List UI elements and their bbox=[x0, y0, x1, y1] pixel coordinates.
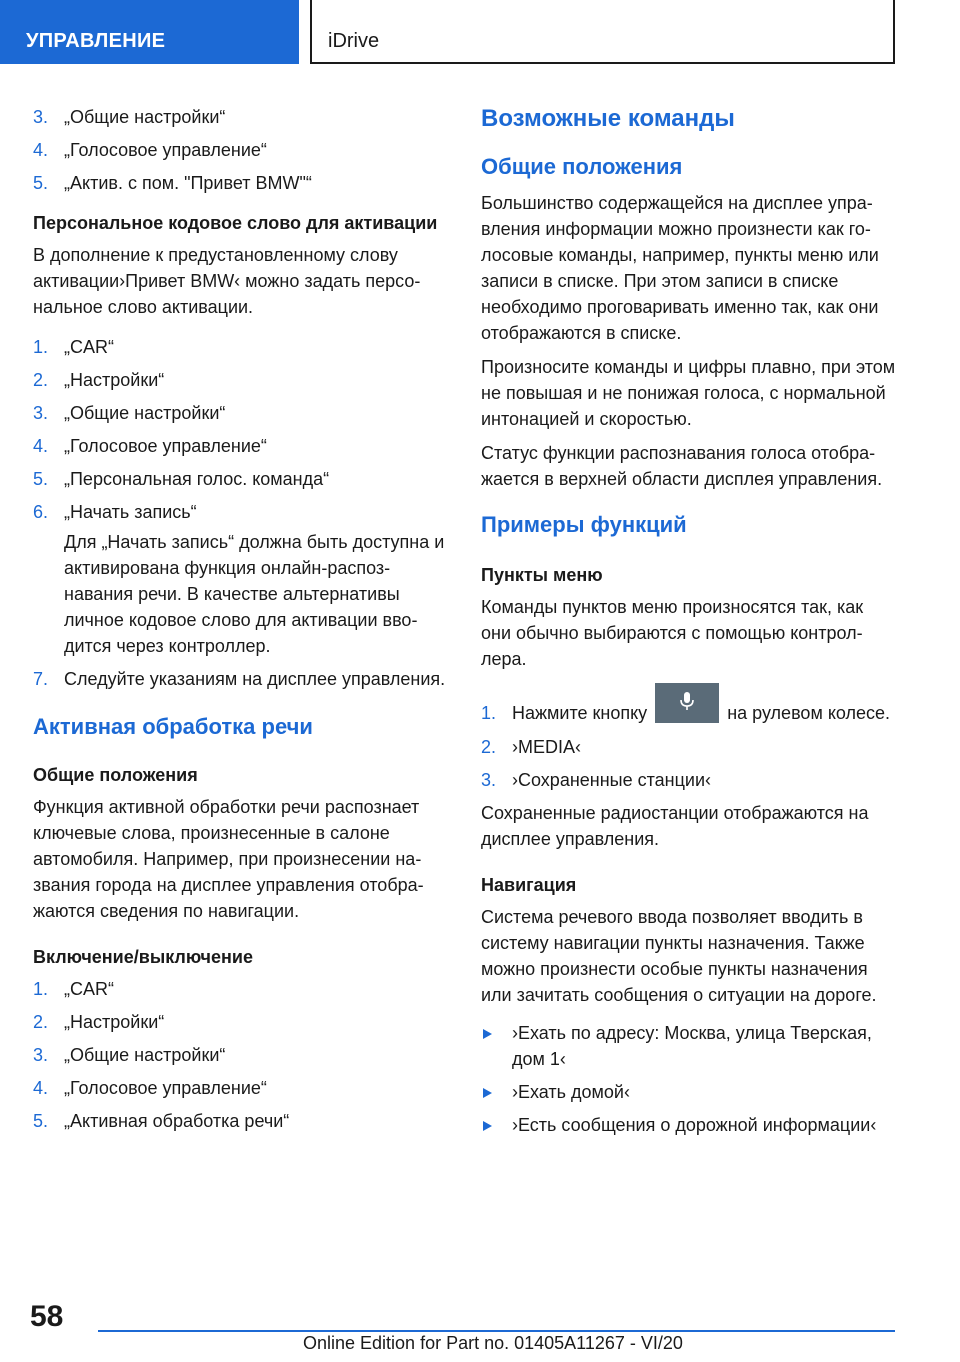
list-item bbox=[481, 767, 897, 793]
item-number: 3. bbox=[481, 770, 497, 791]
page-number: 58 bbox=[30, 1300, 64, 1333]
onoff-heading: Включение/выключение bbox=[33, 947, 253, 967]
item-text: „Голосовое управление“ bbox=[64, 140, 267, 160]
list-item bbox=[33, 170, 451, 196]
menu-text: Команды пунктов меню произносятся так, как они обычно выбираются с помощью контроллера. bbox=[481, 597, 864, 669]
item-number: 4. bbox=[33, 140, 49, 160]
item-text: „Голосовое управление“ bbox=[64, 1078, 267, 1098]
examples-heading: Примеры функций bbox=[481, 512, 687, 537]
list-item bbox=[33, 367, 451, 393]
example-text: ›Ехать домой‹ bbox=[512, 1082, 630, 1103]
triangle-bullet-icon bbox=[483, 1121, 492, 1131]
item-number: 2. bbox=[33, 370, 49, 390]
item-text: ›MEDIA‹ bbox=[512, 737, 581, 758]
item-number: 1. bbox=[33, 979, 49, 999]
section-tab bbox=[0, 0, 299, 64]
item-text-pre: Нажмите кнопку bbox=[512, 703, 648, 723]
commands-heading: Возможные команды bbox=[481, 105, 735, 132]
navigation-heading: Навигация bbox=[481, 875, 577, 896]
list-item bbox=[481, 700, 897, 727]
list-item bbox=[33, 137, 451, 163]
item-text: „CAR“ bbox=[64, 979, 114, 999]
item-number: 3. bbox=[33, 1045, 49, 1065]
general-heading: Общие положения bbox=[481, 154, 683, 179]
list-item bbox=[33, 433, 451, 459]
item-number: 6. bbox=[33, 502, 49, 522]
list-item bbox=[33, 400, 451, 426]
item-number: 2. bbox=[33, 1012, 49, 1032]
general-paragraph: Статус функции распознавания голоса отображается в верхней области дисплея управления. bbox=[481, 443, 883, 489]
item-text: „CAR“ bbox=[64, 337, 114, 357]
general-heading: Общие положения bbox=[33, 765, 198, 785]
general-paragraph: Произносите команды и цифры плавно, при этом не повышая и не понижая голоса, с нормальной интонацией и скоростью. bbox=[481, 357, 896, 429]
microphone-icon bbox=[679, 691, 695, 713]
general-text: Функция активной обработки речи распознает ключевые слова, произнесенные в салоне автомобиля. Например, при произнесении названия города на дисплее управления отображаются сведения по навигации. bbox=[33, 797, 424, 921]
list-item bbox=[33, 1108, 451, 1134]
menu-heading: Пункты меню bbox=[481, 565, 603, 585]
list-a bbox=[33, 104, 451, 196]
example-text: ›Ехать по адресу: Москва, улица Тверская, дом 1‹ bbox=[512, 1023, 872, 1070]
item-text: „Персональная голос. команда“ bbox=[64, 469, 330, 489]
steering-wheel-voice-button bbox=[655, 683, 719, 723]
item-text: „Общие настройки“ bbox=[64, 1045, 226, 1065]
item-number: 3. bbox=[33, 107, 49, 127]
navigation-text: Система речевого ввода позволяет вводить в систему навигации пункты назначения. Также можно произнести особые пункты назначения или зачитать сообщения о ситуации на дороге. bbox=[481, 907, 877, 1006]
right-column bbox=[481, 104, 897, 1145]
triangle-bullet-icon bbox=[483, 1029, 492, 1039]
list-item bbox=[33, 1009, 451, 1035]
list-item bbox=[33, 499, 451, 525]
item-text: „Начать запись“ bbox=[64, 502, 197, 522]
list-b bbox=[33, 334, 451, 692]
chapter-tab bbox=[310, 0, 895, 64]
item-number: 4. bbox=[33, 1078, 49, 1098]
item-number: 7. bbox=[33, 669, 49, 689]
list-note: Для „Начать запись“ должна быть доступна и активирована функция онлайн-распознавания речи. В качестве альтернативы личное кодовое слово для активации вводится через контроллер. bbox=[64, 532, 445, 656]
item-number: 5. bbox=[33, 1111, 49, 1131]
item-text: Следуйте указаниям на дисплее управления. bbox=[64, 669, 446, 689]
item-number: 5. bbox=[33, 469, 49, 489]
item-number: 4. bbox=[33, 436, 49, 456]
edition-note: Online Edition for Part no. 01405A11267 - VI/20 bbox=[303, 1333, 683, 1353]
item-text: „Общие настройки“ bbox=[64, 107, 226, 127]
list-item bbox=[33, 466, 451, 492]
list-item bbox=[33, 666, 451, 692]
item-text: ›Сохраненные станции‹ bbox=[512, 770, 712, 791]
item-number: 2. bbox=[481, 737, 497, 758]
item-text: „Общие настройки“ bbox=[64, 403, 226, 423]
list-c bbox=[33, 976, 451, 1134]
list-item bbox=[33, 976, 451, 1002]
example-item bbox=[481, 1020, 897, 1072]
section-title: УПРАВЛЕНИЕ bbox=[26, 30, 166, 52]
item-text: „Активная обработка речи“ bbox=[64, 1111, 290, 1131]
chapter-title: iDrive bbox=[328, 30, 380, 52]
item-text-post: на рулевом колесе. bbox=[727, 703, 891, 723]
item-number: 5. bbox=[33, 173, 49, 193]
item-text: „Актив. с пом. "Привет BMW"“ bbox=[64, 173, 312, 193]
personal-text: В дополнение к предустановленному слову активации›Привет BMW‹ можно задать персональное слово активации. bbox=[33, 245, 421, 317]
general-paragraph: Большинство содержащейся на дисплее управления информации можно произнести как голосовые команды, например, пункты меню или записи в списке. При этом записи в списке необходимо проговаривать именно так, как они отображаются в списке. bbox=[481, 193, 879, 343]
item-text: „Настройки“ bbox=[64, 370, 165, 390]
item-text: „Голосовое управление“ bbox=[64, 436, 267, 456]
active-speech-heading: Активная обработка речи bbox=[33, 714, 313, 739]
personal-heading: Персональное кодовое слово для активации bbox=[33, 213, 438, 233]
example-item bbox=[481, 1112, 897, 1138]
list-item bbox=[33, 1042, 451, 1068]
footer-divider bbox=[98, 1330, 895, 1332]
example-text: ›Есть сообщения о дорожной информации‹ bbox=[512, 1115, 877, 1136]
list-item bbox=[33, 334, 451, 360]
triangle-bullet-icon bbox=[483, 1088, 492, 1098]
example-item bbox=[481, 1079, 897, 1105]
list-item bbox=[481, 734, 897, 760]
item-text: „Настройки“ bbox=[64, 1012, 165, 1032]
item-number: 1. bbox=[481, 703, 497, 723]
list-item bbox=[33, 1075, 451, 1101]
item-number: 1. bbox=[33, 337, 49, 357]
item-number: 3. bbox=[33, 403, 49, 423]
menu-after-text: Сохраненные радиостанции отображаются на дисплее управления. bbox=[481, 803, 869, 850]
list-item bbox=[33, 104, 451, 130]
left-column bbox=[33, 104, 451, 1141]
